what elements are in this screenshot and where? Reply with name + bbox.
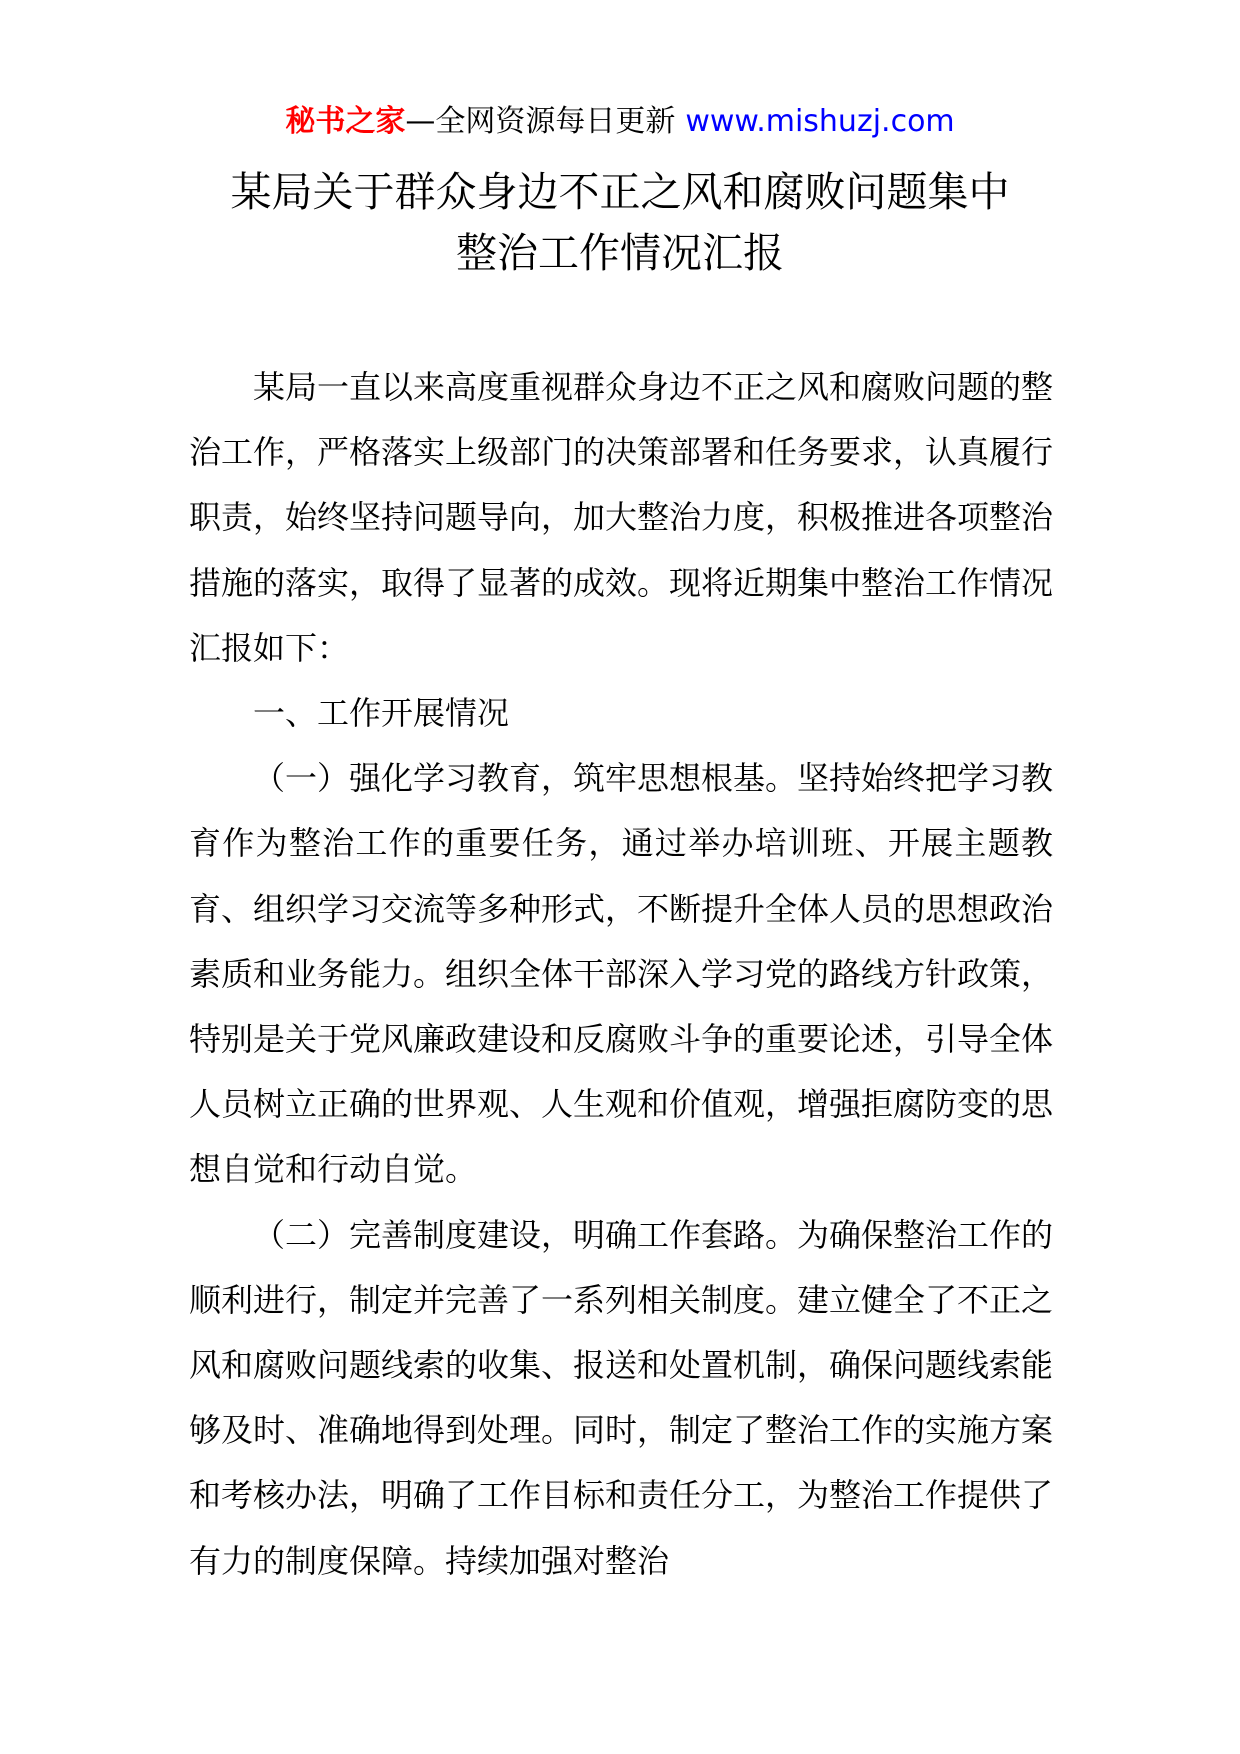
header-brand: 秘书之家	[285, 104, 406, 139]
body-paragraph-section-1-1: （一）强化学习教育，筑牢思想根基。坚持始终把学习教育作为整治工作的重要任务，通过举办培训班、开展主题教育、组织学习交流等多种形式，不断提升全体人员的思想政治素质和业务能力。组织全体干部深入学习党的路线方针政策，特别是关于党风廉政建设和反腐败斗争的重要论述，引导全体人员树立正确的世界观、人生观和价值观，增强拒腐防变的思想自觉和行动自觉。	[189, 759, 1054, 1189]
title-line-1: 某局关于群众身边不正之风和腐败问题集中	[230, 168, 1010, 216]
document-title	[0, 162, 1240, 284]
header-url-link[interactable]: www.mishuzj.com	[685, 104, 955, 139]
body-paragraph-section-1-2: （二）完善制度建设，明确工作套路。为确保整治工作的顺利进行，制定并完善了一系列相关制度。建立健全了不正之风和腐败问题线索的收集、报送和处置机制，确保问题线索能够及时、准确地得到处理。同时，制定了整治工作的实施方案和考核办法，明确了工作目标和责任分工，为整治工作提供了有力的制度保障。持续加强对整治	[189, 1215, 1054, 1580]
header-tagline: —全网资源每日更新	[405, 104, 676, 139]
site-header	[0, 100, 1240, 144]
title-line-2: 整治工作情况汇报	[456, 229, 784, 277]
section-heading-1: 一、工作开展情况	[253, 694, 510, 733]
document-body	[189, 355, 1053, 1594]
body-paragraph-intro: 某局一直以来高度重视群众身边不正之风和腐败问题的整治工作，严格落实上级部门的决策部署和任务要求，认真履行职责，始终坚持问题导向，加大整治力度，积极推进各项整治措施的落实，取得了显著的成效。现将近期集中整治工作情况汇报如下：	[189, 368, 1054, 667]
